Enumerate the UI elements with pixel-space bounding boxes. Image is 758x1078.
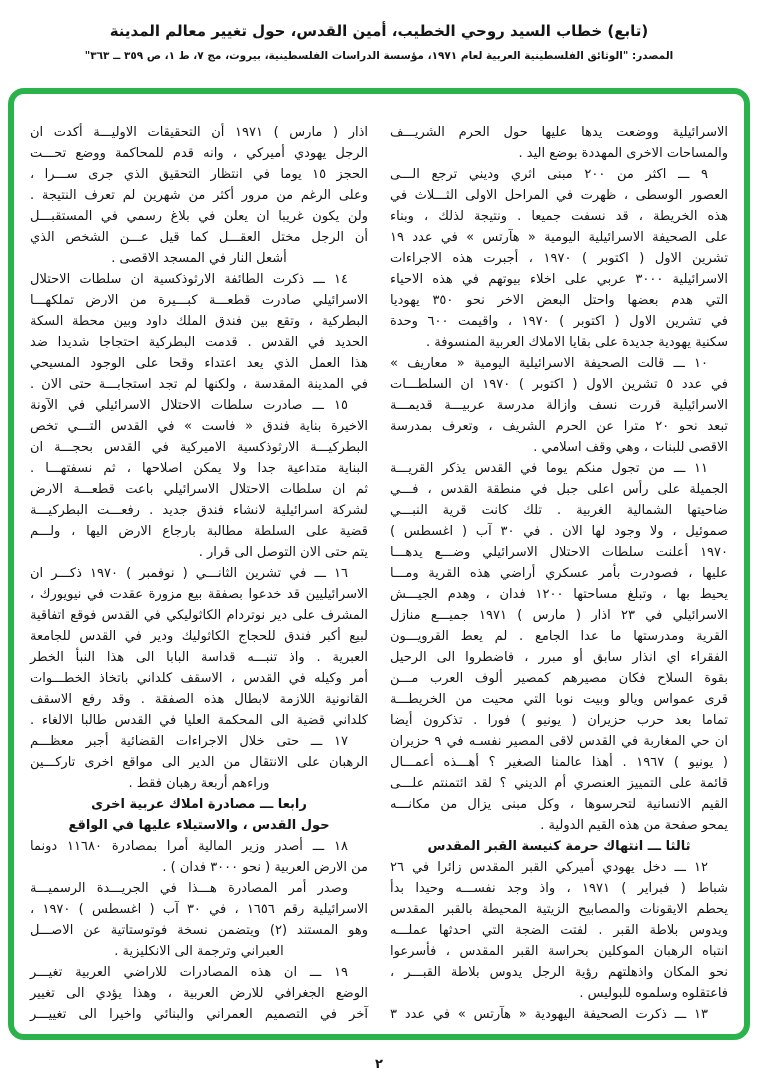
text-line: ١١ ـــ من تجول منكم يوما في القدس يذكر القريـــة [390, 461, 708, 476]
text-line: القيم الانسانية لتحرسوها ، وكل مبنى يزال من مكانـــه [390, 797, 728, 812]
text-line: فاعتقلوه وسلموه للبوليس . [579, 986, 728, 1001]
text-line: الاسرائيليين قد خدعوا بصفقة بيع مزورة عقدت في نيويورك ، [30, 587, 368, 602]
text-line: التي هدم بعضها واحتل البعض الاخر نحو ٣٥٠ يهوديا [390, 293, 729, 308]
text-line: البطركيـــة الارثوذكسية الاميركية في القدس بحجـــة ان [30, 440, 368, 455]
text-line: تماما بعد حرب حزيران ( يونيو ) فورا . تذكرون أيضا [390, 713, 728, 728]
text-line: الرهبان على الانتقال من الدير الى مواقع اخرى تاركـــين [30, 755, 368, 770]
text-line: بقوة السلاح فكان مصيرهم كمصير ألوف العرب مـــن [390, 671, 728, 686]
text-line: على الصحيفة الاسرائيلية اليومية « هآرتس » في عدد ١٩ [390, 230, 728, 245]
text-line: الاقصى للبنات ، وهي وقف اسلامي . [533, 440, 728, 455]
text-line: لبيع أكبر فندق للحجاج الكاثوليك ودير في القدس للجامعة [30, 629, 368, 644]
text-line: الحجز ١٥ يوما في انتظار التحقيق الذي جرى ســـرا ، [30, 167, 368, 182]
text-line: والمساحات الاخرى المهددة بوضع اليد . [518, 146, 728, 161]
text-line: ١٠ ـــ قالت الصحيفة الاسرائيلية اليومية « معاريف » [390, 356, 708, 371]
text-line: البناية متداعية جدا ولا يمكن اصلاحها ، ثم نسفتهـــا . [30, 461, 368, 476]
page-number: ٢ [375, 1057, 383, 1072]
text-line: يتم حتى الان التوصل الى قرار . [198, 545, 368, 560]
text-line: ١٩ ـــ ان هذه المصادرات للاراضي العربية تغيـــر [30, 965, 348, 980]
text-line: رابعا ـــ مصادرة املاك عربية اخرى [91, 797, 307, 812]
document-header [0, 22, 758, 62]
text-line: تشرين الاول ( اكتوبر ) ١٩٧٠ ، أجبرت هذه الاجراءات [390, 251, 728, 266]
content-box [8, 88, 750, 1040]
text-line: في المدينة المقدسة ، ولكنها لم تجد استجابـــة حتى الان . [30, 377, 368, 392]
text-line: الاسرائيلي صادرت قطعـــة كبـــيرة من الارض تملكهـــا [30, 293, 368, 308]
text-line: القانونية اللازمة لابطال هذه الصفقة . وقد رفع الاسقف [30, 692, 368, 707]
text-line: قائمة على التمييز العنصري أم الديني ؟ لقد ائتمنتم علـــى [390, 776, 728, 791]
text-line: الحديد في القدس . قدمت البطركية احتجاجا شديدا ضد [30, 335, 368, 350]
text-line: نحو المكان واذهلتهم رؤية الرجل يدوس بلاطة القبـــر ، [390, 965, 728, 980]
text-line: العبرية . واذ تنبـــه قداسة البابا الى هذا النبأ الخطر [30, 650, 368, 665]
text-line: ضاحيتها الشمالية الغربية . تلك كانت قرية النبـــي [390, 503, 728, 518]
text-line: العصور الوسطى ، ظهرت في المراحل الاولى الثـــلاث في [390, 188, 728, 203]
text-line: الاسرائيلية رقم ١٦٥٦ ، في ٣٠ آب ( اغسطس ) ١٩٧٠ ، [30, 902, 368, 917]
text-line: الجميلة على رأس اعلى جبل في منطقة القدس ، فـــي [390, 482, 728, 497]
text-line: الاسرائيلية ٣٠٠٠ عربي على اخلاء بيوتهم في هذه الاحياء [390, 272, 728, 287]
text-line: ثالثا ـــ انتهاك حرمة كنيسة القبر المقدس [427, 839, 691, 854]
text-line: ٩ ـــ اكثر من ٢٠٠ مبنى اثري وديني ترجع الـــى [390, 167, 708, 182]
text-line: هذا العمل الذي يعد اعتداء وقحا على الوجود المسيحي [30, 356, 368, 371]
text-line: ١٨ ـــ أصدر وزير المالية أمرا بمصادرة ١١٦٨٠ دونما [30, 839, 348, 854]
column-left [30, 122, 368, 1025]
text-line: في تشرين الاول ( اكتوبر ) ١٩٧٠ ، واقيمت ٦٠٠ وحدة [390, 314, 728, 329]
text-line: وصدر أمر المصادرة هـــذا في الجريـــدة الرسميـــة [30, 881, 348, 896]
text-line: يحطم الايقونات والمصابيح الزيتية المحيطة بالقبر المقدس [390, 902, 728, 917]
text-line: اذار ( مارس ) ١٩٧١ أن التحقيقات الاوليـــة أكدت ان [30, 125, 368, 140]
text-line: انتباه الرهبان الموكلين بحراسة القبر المقدس ، فأسرعوا [390, 944, 728, 959]
text-line: ١٧ ـــ حتى خلال الاجراءات القضائية أجبر معظـــم [30, 734, 348, 749]
text-line: لشركة اسرائيلية لانشاء فندق جديد . رفعـــت البطركيـــة [30, 503, 368, 518]
text-line: ١٦ ـــ في تشرين الثانـــي ( نوفمبر ) ١٩٧٠ ذكـــر ان [30, 566, 349, 581]
text-line: من الارض العربية ( نحو ٣٠٠٠ فدان ) . [162, 860, 368, 875]
text-line: ( يونيو ) ١٩٦٧ . أهذا عالمنا الصغير ؟ أهـــذه أعمـــال [390, 755, 728, 770]
text-columns [14, 94, 744, 1025]
text-line: آخر في التصميم العمراني والبنائي واخيرا الى تغييـــر [30, 1007, 368, 1022]
text-line: العبراني وترجمة الى الانكليزية . [114, 944, 284, 959]
text-line: تبعد نحو ٢٠ مترا عن الحرم الشريف ، وتعرف بمدرسة [390, 419, 728, 434]
text-line: ١٣ ـــ ذكرت الصحيفة اليهودية « هآرتس » في عدد ٣ [390, 1007, 708, 1022]
page-title: (تابع) خطاب السيد روحي الخطيب، أمين القدس، حول تغيير معالم المدينة [109, 22, 649, 40]
text-line: ثم ان سلطات الاحتلال الاسرائيلي باعت قطعـــة الارض [30, 482, 368, 497]
text-line: شباط ( فبراير ) ١٩٧١ ، واذ وجد نفســـه وحيدا بدأ [390, 881, 728, 896]
text-line: الوضع الجغرافي للارض العربية ، وهذا يؤدي الى تغيير [30, 986, 368, 1001]
text-line: ١٢ ـــ دخل يهودي أميركي القبر المقدس زائرا في ٢٦ [390, 860, 708, 875]
text-line: حول القدس ، والاستيلاء عليها في الواقع [68, 818, 330, 833]
text-line: الاسرائيلي في ٢٣ اذار ( مارس ) ١٩٧١ جميـــع منازل [390, 608, 729, 623]
text-line: وهو المستند (٢) ويتضمن نسخة فوتوستاتية عن الاصـــل [30, 923, 369, 938]
text-line: أمر وكيله في القدس ، الاسقف كلداني باتخاذ الخطـــوات [30, 671, 368, 686]
text-line: أن الرجل مختل العقـــل كما قيل عـــن الشخص الذي [30, 230, 368, 245]
text-line: قرى عمواس ويالو وبيت نوبا التي محيت من الخريطـــة [390, 692, 728, 707]
text-line: القرية ومدرستها ما عدا الجامع . لم يعط القرويـــون [390, 629, 728, 644]
source-line: المصدر: "الوثائق الفلسطينية العربية لعام ١٩٧١، مؤسسة الدراسات الفلسطينية، بيروت، مج ٧، ط ١، ص ٣٥٩ ــ ٣٦٣" [84, 50, 674, 62]
text-line: البطركية ، وتقع بين فندق الملك داود وبين محطة السكة [30, 314, 368, 329]
text-line: ١٥ ـــ صادرت سلطات الاحتلال الاسرائيلي في الآونة [30, 398, 348, 413]
text-line: الاسرائيلية قررت نسف وازالة مدرسة عربيـــة قديمـــة [390, 398, 728, 413]
text-line: قضية على السلطة مطالبة بارجاع الارض اليها ، ولـــم [30, 524, 368, 539]
column-right [390, 122, 728, 1025]
text-line: وعلى الرغم من مرور أكثر من شهرين لم تعرف النتيجة . [30, 188, 368, 203]
text-line: الفقراء اي انذار سابق أو مبرر ، فاضطروا الى الرحيل [390, 650, 728, 665]
text-line: ان حي المغاربة في القدس لاقى المصير نفسـه في ٩ حزيران [390, 734, 729, 749]
text-line: أشعل النار في المسجد الاقصى . [111, 251, 287, 266]
text-line: سكنية يهودية جديدة على بقايا الاملاك العربية المنسوفة . [425, 335, 728, 350]
text-line: الرجل يهودي أميركي ، وانه قدم للمحاكمة ووضع تحـــت [30, 146, 368, 161]
text-line: ويدوس بلاطة القبر . لفتت الضجة التي احدثها عملـــه [390, 923, 728, 938]
text-line: صموئيل ، ولا وجود لها الان . في ٣٠ آب ( اغسطس ) [390, 524, 728, 539]
text-line: عليها ، فصودرت بأمر عسكري أراضي هذه القرية ومـــا [390, 566, 728, 581]
text-line: يمحو صفحة من هذه القيم الدولية . [540, 818, 728, 833]
text-line: ولن يكون غريبا ان يعلن في بلاغ رسمي في المستقبـــل [30, 209, 368, 224]
text-line: ١٤ ـــ ذكرت الطائفة الارثوذكسية ان سلطات الاحتلال [30, 272, 348, 287]
text-line: ١٩٧٠ أعلنت سلطات الاحتلال الاسرائيلي وضـــع يدهـــا [390, 545, 728, 560]
text-line: في عدد ٥ تشرين الاول ( اكتوبر ) ١٩٧٠ ان السلطـــات [390, 377, 728, 392]
text-line: الاخيرة بناية فندق « فاست » في القدس التـــي تخص [30, 419, 368, 434]
text-line: وراءهم أربعة رهبان فقط . [128, 776, 270, 791]
text-line: كلداني قضية الى المحكمة العليا في القدس طالبا الالغاء . [30, 713, 368, 728]
text-line: الاسرائيلية ووضعت يدها عليها حول الحرم الشريـــف [390, 125, 728, 140]
text-line: هذه الخريطة ، قد نسفت جميعا . ونتيجة لذلك ، وبناء [390, 209, 728, 224]
text-line: يحيط بها ، وتبلغ مساحتها ١٢٠٠ فدان ، وهدم الجيـــش [390, 587, 728, 602]
text-line: المشرف على دير نوتردام الكاثوليكي في القدس فوقع اتفاقية [30, 608, 368, 623]
